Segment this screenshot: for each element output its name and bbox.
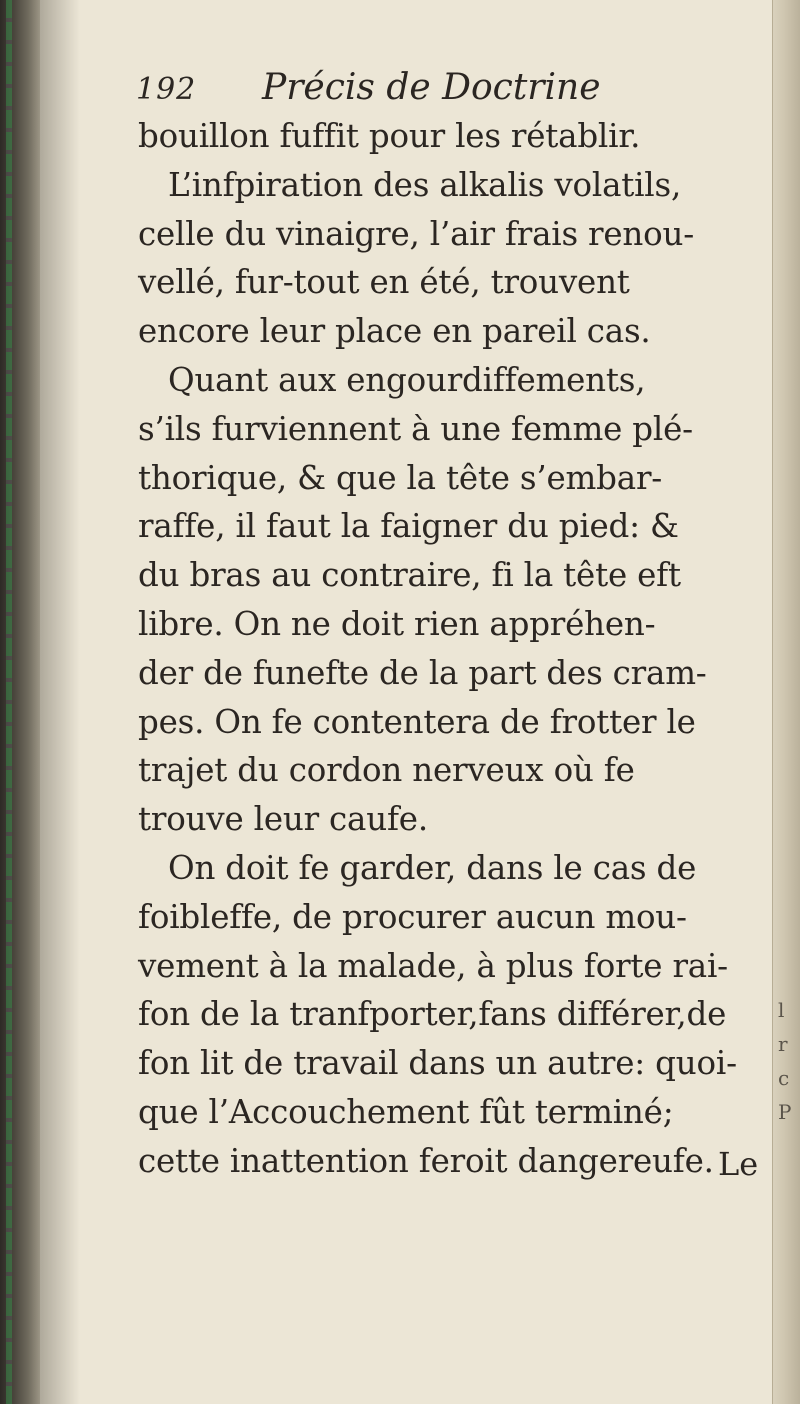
text-line: bouillon fuffit pour les rétablir. [138,117,641,155]
text-line: thorique, & que la tête s’embar- [138,458,663,497]
edge-letter: l [778,998,785,1022]
text-line: celle du vinaigre, l’air frais renou- [138,214,695,253]
body-text [138,112,778,1186]
text-line: L’infpiration des alkalis volatils, [168,165,682,204]
text-line: libre. On ne doit rien appréhen- [138,604,656,643]
text-line: vellé, fur-tout en été, trouvent [138,263,630,302]
text-line: der de funefte de la part des cram- [138,653,707,692]
running-head: Précis de Doctrine [262,67,601,108]
catchword: Le [718,1145,759,1183]
text-line: du bras au contraire, fi la tête eft [138,556,681,595]
next-page-edge [772,0,800,1404]
edge-letter: c [778,1066,790,1090]
book-binding [0,0,40,1404]
text-line: s’ils furviennent à une femme plé- [138,409,693,448]
edge-letter: P [778,1100,792,1124]
text-line: fon de la tranfporter,fans différer,de [138,995,727,1034]
page-header [110,62,700,114]
text-line: On doit fe garder, dans le cas de [168,848,697,887]
text-line: trajet du cordon nerveux où fe [138,751,635,790]
text-line: fon lit de travail dans un autre: quoi- [138,1044,737,1083]
next-page-edge-letters [778,1000,791,1136]
text-line: cette inattention feroit dangereufe. [138,1141,714,1180]
gutter-shadow [40,0,80,1404]
text-line: raffe, il faut la faigner du pied: & [138,507,679,546]
page-number: 192 [136,72,197,107]
text-line: foibleffe, de procurer aucun mou- [138,897,687,936]
text-line: pes. On fe contentera de frotter le [138,702,696,741]
binding-pattern [6,0,12,1404]
text-line: que l’Accouchement fût terminé; [138,1092,674,1131]
text-line: trouve leur caufe. [138,800,428,839]
text-line: vement à la malade, à plus forte rai- [138,946,728,985]
edge-letter: r [778,1032,788,1056]
text-line: encore leur place en pareil cas. [138,312,651,351]
text-line: Quant aux engourdiffements, [168,360,646,399]
